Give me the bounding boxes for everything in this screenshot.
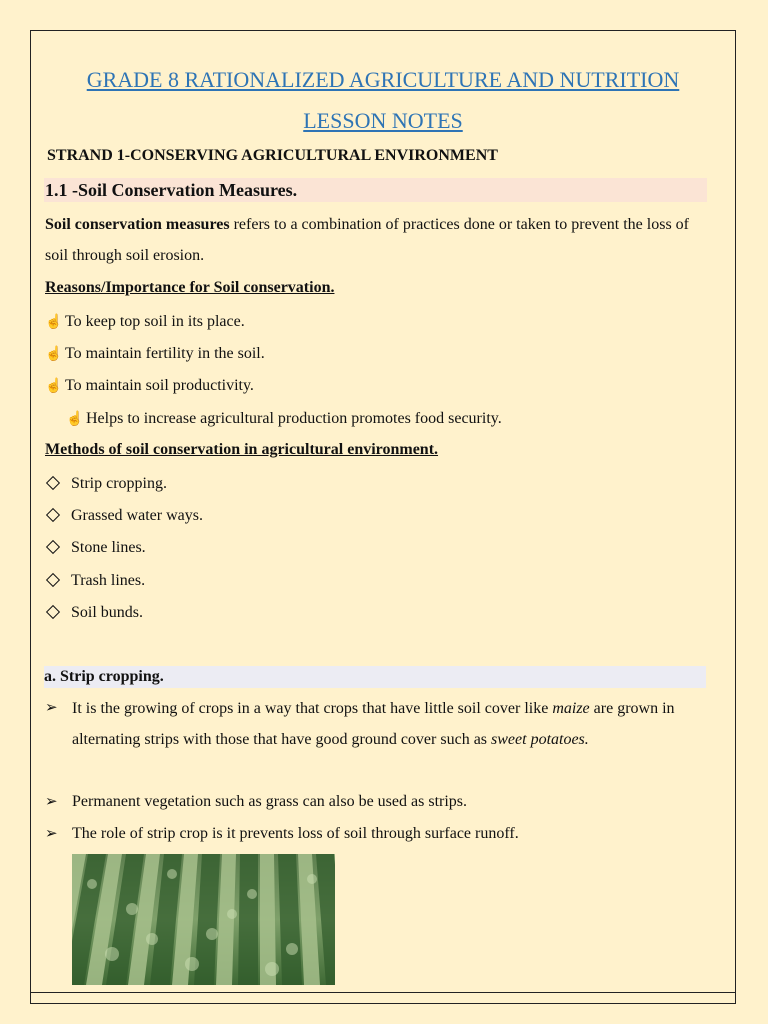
method-text: Trash lines. <box>71 572 146 589</box>
diamond-icon <box>46 540 60 554</box>
pointing-hand-icon: ☝ <box>45 315 63 330</box>
sweet-potatoes-term: sweet potatoes <box>491 731 585 748</box>
strip-cropping-photo <box>72 854 335 985</box>
list-item <box>45 376 254 397</box>
list-item <box>45 792 467 812</box>
reason-text: To maintain soil productivity. <box>65 377 254 394</box>
diamond-icon <box>46 508 60 522</box>
reason-text: To keep top soil in its place. <box>65 313 245 330</box>
method-text: Soil bunds. <box>71 604 144 621</box>
arrowhead-icon: ➢ <box>45 826 58 842</box>
diamond-icon <box>46 476 60 490</box>
reason-text: To maintain fertility in the soil. <box>65 345 265 362</box>
list-item <box>45 344 265 365</box>
list-item <box>66 409 502 430</box>
diamond-icon <box>46 605 60 619</box>
list-item <box>45 312 245 333</box>
arrowhead-icon: ➢ <box>45 700 58 716</box>
list-item <box>45 571 145 591</box>
diamond-icon <box>46 573 60 587</box>
list-item <box>45 474 167 494</box>
definition-text: refers to a combination of practices done or taken to prevent the loss of soil through soil erosion. <box>45 216 689 264</box>
pointing-hand-icon: ☝ <box>45 347 63 362</box>
reason-subtext: Helps to increase agricultural production promotes food security. <box>86 410 502 427</box>
crop-rows-illustration <box>72 854 335 985</box>
methods-heading: Methods of soil conservation in agricultural environment. <box>45 441 439 458</box>
list-item <box>45 693 695 755</box>
arrowhead-icon: ➢ <box>45 794 58 810</box>
strip-point-text <box>72 693 695 755</box>
strand-heading: STRAND 1-CONSERVING AGRICULTURAL ENVIRONMENT <box>47 147 498 164</box>
list-item <box>45 538 146 558</box>
pointing-hand-icon: ☝ <box>45 379 63 394</box>
document-subtitle: LESSON NOTES <box>303 108 463 133</box>
document-title: GRADE 8 RATIONALIZED AGRICULTURE AND NUTRITION <box>86 67 680 92</box>
strip-point-1b: are grown in alternating strips with those that have good ground cover such as <box>72 700 675 748</box>
section-heading: 1.1 -Soil Conservation Measures. <box>44 178 707 202</box>
strip-point-2: Permanent vegetation such as grass can also be used as strips. <box>72 793 468 810</box>
method-text: Strip cropping. <box>71 475 167 492</box>
definition-paragraph <box>45 209 707 271</box>
pointing-hand-icon: ☝ <box>66 412 84 427</box>
definition-term: Soil conservation measures <box>45 216 230 233</box>
list-item <box>45 824 519 844</box>
list-item <box>45 506 203 526</box>
strip-point-1a: It is the growing of crops in a way that crops that have little soil cover like <box>72 700 553 717</box>
method-text: Grassed water ways. <box>71 507 203 524</box>
method-text: Stone lines. <box>71 539 146 556</box>
strip-cropping-heading: a. Strip cropping. <box>44 666 706 688</box>
reasons-heading: Reasons/Importance for Soil conservation. <box>45 279 335 296</box>
strip-point-3: The role of strip crop is it prevents loss of soil through surface runoff. <box>72 825 519 842</box>
footer-border <box>30 992 736 1004</box>
list-item <box>45 603 143 623</box>
maize-term: maize <box>552 700 590 717</box>
strip-point-1-end: . <box>584 731 589 748</box>
